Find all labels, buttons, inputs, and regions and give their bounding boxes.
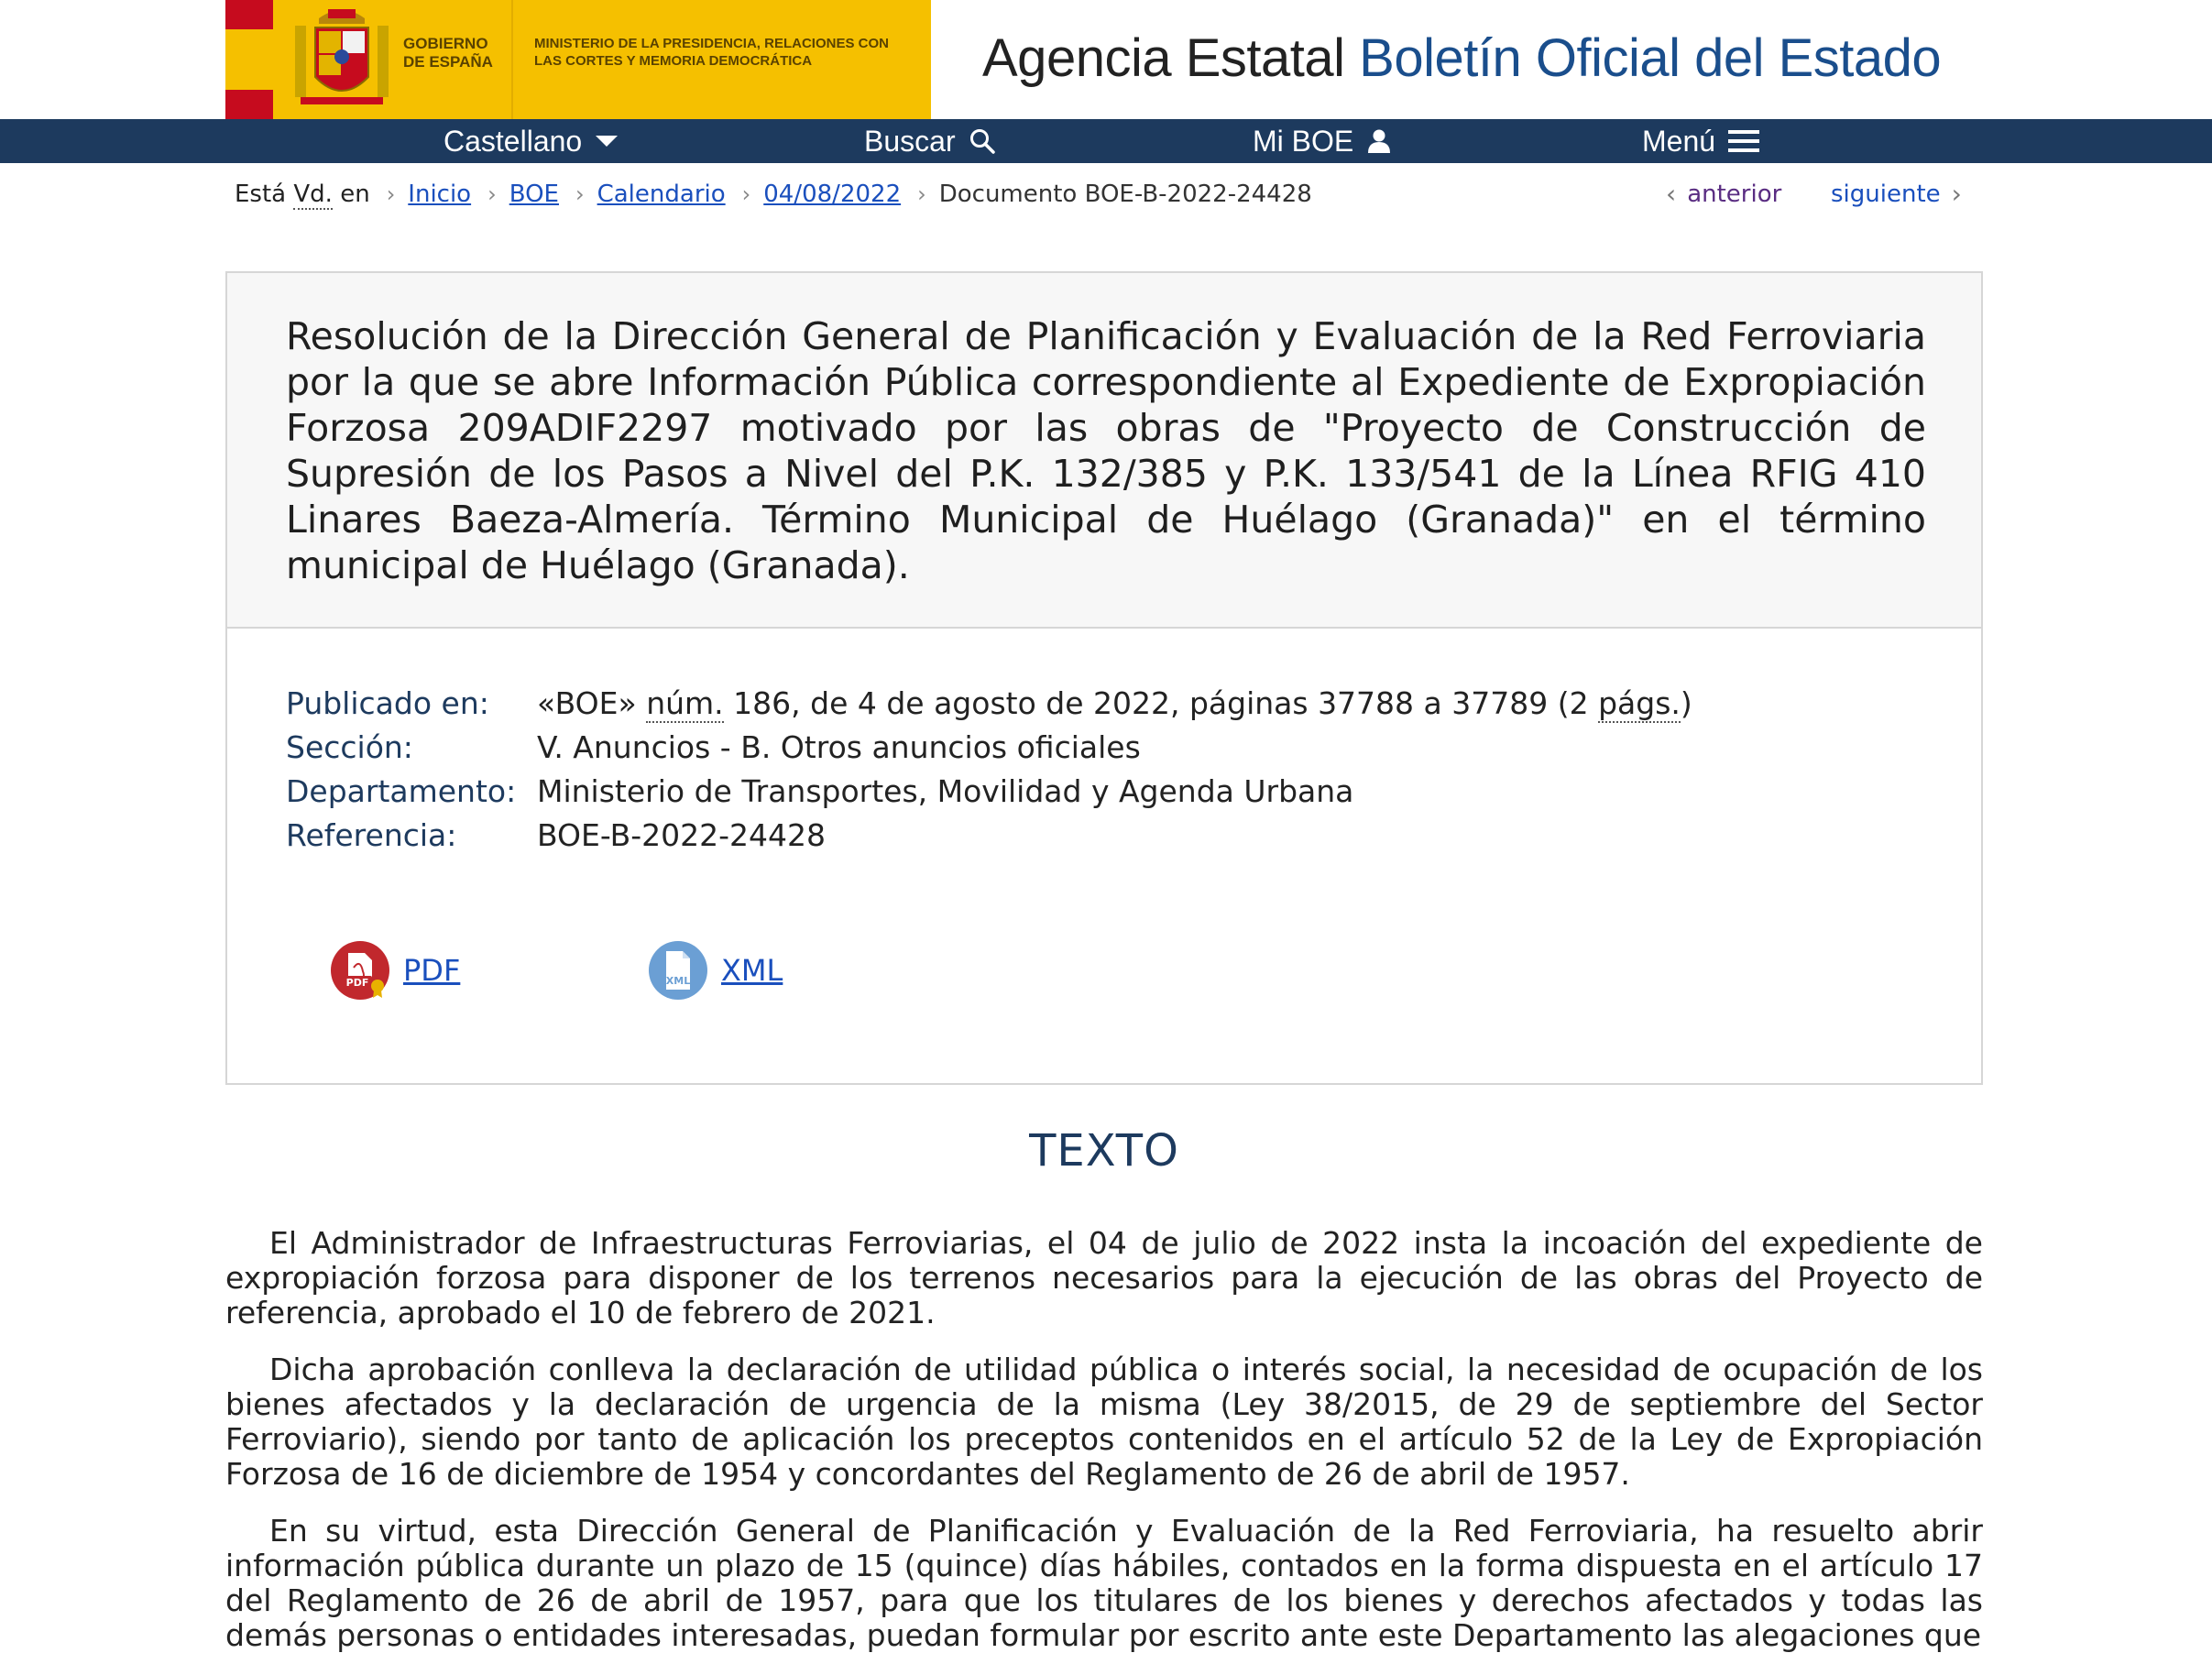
meta-value-reference: BOE-B-2022-24428 — [537, 817, 827, 853]
paragraph: Dicha aprobación conlleva la declaración de utilidad pública o interés social, la necesidad de ocupación de los bienes afectados y la declaración de urgencia de la misma (Ley 38/2015, de 29 de septiembre del Sector Ferroviario), siendo por tanto de aplicación los preceptos contenidos en el artículo 52 de la Ley de Expropiación Forzosa de 16 de diciembre de 1954 y concordantes del Reglamento de 26 de abril de 1957. — [225, 1352, 1983, 1492]
ministry-label: MINISTERIO DE LA PRESIDENCIA, RELACIONES CON LAS CORTES Y MEMORIA DEMOCRÁTICA — [534, 36, 889, 69]
main-nav — [0, 119, 2212, 163]
breadcrumb-boe[interactable]: BOE — [509, 181, 559, 208]
pdf-download[interactable] — [330, 940, 460, 1001]
site-title[interactable] — [982, 27, 1941, 89]
breadcrumb — [235, 178, 1312, 211]
breadcrumb-inicio[interactable]: Inicio — [408, 181, 472, 208]
meta-row-department — [286, 770, 1692, 814]
language-label: Castellano — [443, 125, 583, 158]
meta-key: Departamento: — [286, 773, 517, 809]
pdf-link[interactable]: PDF — [403, 953, 461, 988]
paragraph: El Administrador de Infraestructuras Ferroviarias, el 04 de julio de 2022 insta la incoación del expediente de expropiación forzosa para disponer de los terrenos necesarios para la ejecución de las obras del Proyecto de referencia, aprobado el 10 de febrero de 2021. — [225, 1225, 1983, 1330]
breadcrumb-calendario[interactable]: Calendario — [597, 181, 726, 208]
published-pags-abbr: págs. — [1598, 685, 1681, 721]
document-header — [227, 273, 1981, 629]
breadcrumb-label-post: en — [340, 181, 370, 208]
coat-of-arms-icon — [291, 5, 392, 111]
my-boe-button[interactable] — [1253, 119, 1392, 163]
paragraph: En su virtud, esta Dirección General de Planificación y Evaluación de la Red Ferroviaria, ha resuelto abrir información pública durante un plazo de 15 (quince) días hábiles, contados en la forma dispuesta en el artículo 17 del Reglamento de 26 de abril de 1957, para que los titulares de los bienes y derechos afectados y todas las demás personas o entidades interesadas, puedan formular por escrito ante este Departamento las alegaciones que — [225, 1513, 1983, 1653]
breadcrumb-label-abbr: Vd. — [293, 181, 333, 208]
eu-flag-stripe — [225, 0, 273, 119]
published-num-abbr: núm. — [646, 685, 724, 721]
language-selector[interactable] — [443, 119, 619, 163]
pdf-file-icon — [330, 940, 390, 1001]
meta-value-department: Ministerio de Transportes, Movilidad y Agenda Urbana — [537, 773, 1354, 809]
menu-label: Menú — [1642, 125, 1716, 158]
previous-link[interactable] — [1666, 178, 1781, 211]
breadcrumb-label — [235, 178, 370, 211]
site-header — [0, 0, 2212, 119]
breadcrumb-date[interactable]: 04/08/2022 — [763, 181, 902, 208]
hamburger-icon — [1728, 128, 1759, 154]
search-label: Buscar — [864, 125, 956, 158]
next-link[interactable] — [1831, 178, 1962, 211]
meta-key: Sección: — [286, 729, 413, 765]
published-detail: 186, de 4 de agosto de 2022, páginas 37788 a 37789 (2 — [733, 685, 1589, 721]
chevron-left-icon: ‹ — [1666, 179, 1677, 209]
chevron-right-icon: › — [386, 181, 396, 207]
banner-divider — [511, 0, 513, 119]
meta-row-reference — [286, 814, 1692, 858]
next-label: siguiente — [1831, 181, 1941, 208]
document-body — [225, 1226, 1983, 1675]
meta-value-section: V. Anuncios - B. Otros anuncios oficiales — [537, 729, 1141, 765]
meta-value-published — [537, 682, 1692, 726]
pdf-icon-text: PDF — [345, 977, 369, 989]
published-boe: «BOE» — [537, 685, 637, 721]
my-boe-label: Mi BOE — [1253, 125, 1354, 158]
chevron-right-icon: › — [917, 181, 926, 207]
xml-icon-text: XML — [665, 975, 691, 987]
breadcrumb-current: Documento BOE-B-2022-24428 — [938, 181, 1312, 208]
chevron-right-icon: › — [741, 181, 751, 207]
site-title-agency: Agencia Estatal — [982, 28, 1345, 88]
meta-key: Referencia: — [286, 817, 457, 853]
meta-row-section — [286, 726, 1692, 770]
caret-down-icon — [595, 134, 619, 148]
breadcrumb-label-pre: Está — [235, 181, 287, 208]
previous-label: anterior — [1687, 181, 1782, 208]
chevron-right-icon: › — [575, 181, 585, 207]
meta-row-published — [286, 682, 1692, 726]
xml-link[interactable]: XML — [721, 953, 783, 988]
xml-download[interactable] — [648, 940, 783, 1001]
xml-file-icon — [648, 940, 708, 1001]
search-button[interactable] — [864, 119, 996, 163]
government-label: GOBIERNO DE ESPAÑA — [403, 35, 493, 71]
site-title-boe: Boletín Oficial del Estado — [1359, 28, 1942, 88]
text-heading: TEXTO — [1029, 1125, 1179, 1177]
menu-button[interactable] — [1642, 119, 1759, 163]
published-end: ) — [1680, 685, 1692, 721]
meta-key: Publicado en: — [286, 685, 489, 721]
user-icon — [1366, 128, 1392, 154]
document-metadata — [286, 682, 1692, 858]
chevron-right-icon: › — [487, 181, 497, 207]
chevron-right-icon: › — [1951, 179, 1962, 209]
document-title: Resolución de la Dirección General de Planificación y Evaluación de la Red Ferroviaria por la que se abre Información Pública correspondiente al Expediente de Expropiación Forzosa 209ADIF2297 motivado por las obras de "Proyecto de Construcción de Supresión de los Pasos a Nivel del P.K. 132/385 y P.K. 133/541 de la Línea RFIG 410 Linares Baeza-Almería. Término Municipal de Huélago (Granada)" en el término municipal de Huélago (Granada). — [286, 314, 1926, 587]
search-icon — [969, 127, 996, 155]
document-summary — [225, 271, 1983, 1085]
